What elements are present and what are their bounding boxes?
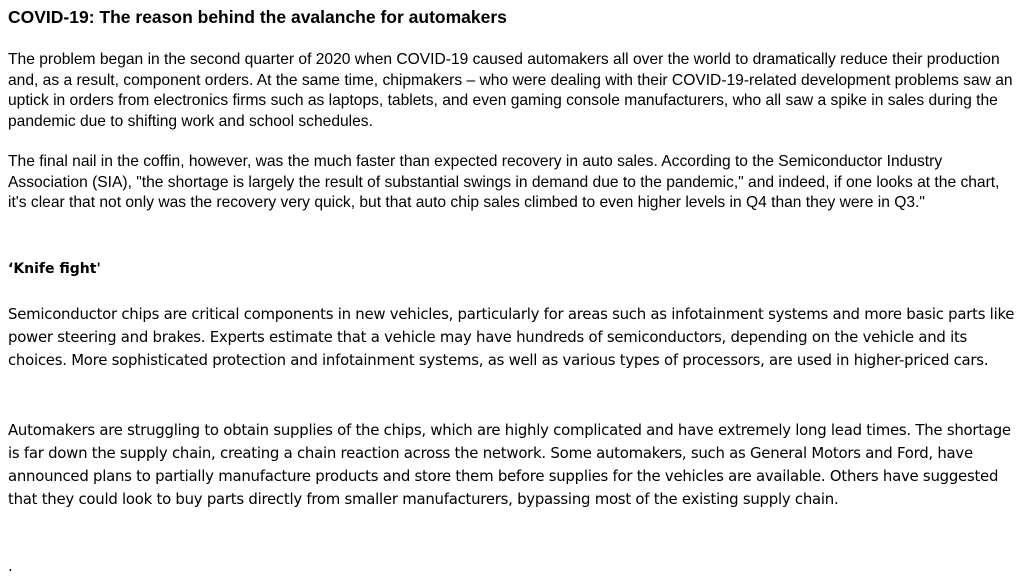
article-title: COVID-19: The reason behind the avalanche for automakers: [8, 7, 507, 27]
article-paragraph: The problem began in the second quarter of 2020 when COVID-19 caused automakers all over the world to dramatically reduce their production and, as a result, component orders. At the same time, chipmakers – who were dealing with their COVID-19-related development problems saw an uptick in orders from electronics firms such as laptops, tablets, and even gaming console manufacturers, who all saw a spike in sales during the pandemic due to shifting work and school schedules.: [8, 51, 1013, 130]
article-paragraph: Automakers are struggling to obtain supplies of the chips, which are highly complicated and have extremely long lead times. The shortage is far down the supply chain, creating a chain reaction across the network. Some automakers, such as General Motors and Ford, have announced plans to partially manufacture products and store them before supplies for the vehicles are available. Others have suggested that they could look to buy parts directly from smaller manufacturers, bypassing most of the existing supply chain.: [8, 421, 1011, 508]
section-subheading: ‘Knife fight': [8, 261, 101, 277]
article-paragraph: The final nail in the coffin, however, was the much faster than expected recovery in auto sales. According to the Semiconductor Industry Association (SIA), "the shortage is largely the result of substantial swings in demand due to the pandemic," and indeed, if one looks at the chart, it's clear that not only was the recovery very quick, but that auto chip sales climbed to even higher levels in Q4 than they were in Q3.": [8, 153, 1000, 211]
article-paragraph: Semiconductor chips are critical components in new vehicles, particularly for areas such as infotainment systems and more basic parts like power steering and brakes. Experts estimate that a vehicle may have hundreds of semiconductors, depending on the vehicle and its choices. More sophisticated protection and infotainment systems, as well as various types of processors, are used in higher-priced cars.: [8, 305, 1015, 369]
trailing-period: .: [8, 557, 13, 575]
